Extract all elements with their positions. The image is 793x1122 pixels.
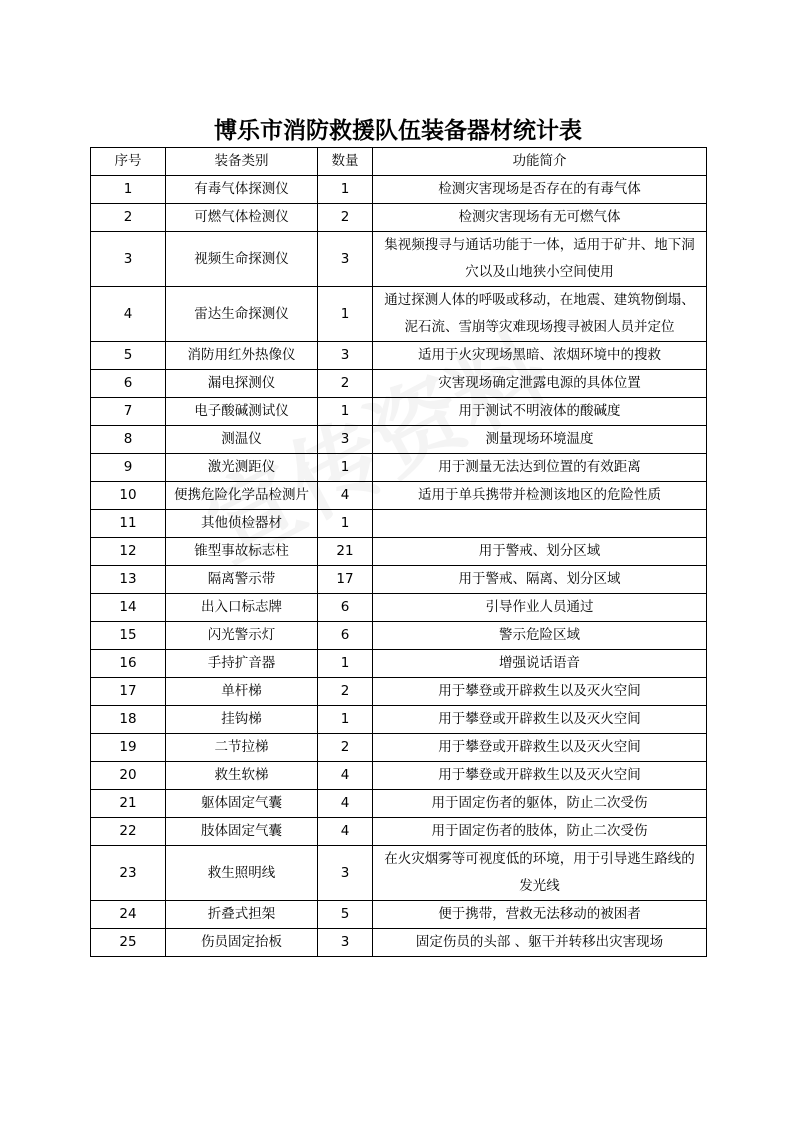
cell-category: 视频生命探测仪 <box>166 232 318 287</box>
cell-function: 集视频搜寻与通话功能于一体，适用于矿井、地下洞穴以及山地狭小空间使用 <box>373 232 707 287</box>
cell-category: 伤员固定抬板 <box>166 929 318 957</box>
cell-index: 15 <box>91 622 166 650</box>
cell-index: 1 <box>91 176 166 204</box>
cell-function: 用于攀登或开辟救生以及灭火空间 <box>373 706 707 734</box>
cell-function: 固定伤员的头部 、躯干并转移出灾害现场 <box>373 929 707 957</box>
cell-quantity: 1 <box>318 706 373 734</box>
table-row <box>91 818 707 846</box>
cell-function: 通过探测人体的呼吸或移动，在地震、建筑物倒塌、泥石流、雪崩等灾难现场搜寻被困人员并定位 <box>373 287 707 342</box>
cell-quantity: 3 <box>318 929 373 957</box>
cell-category: 肢体固定气囊 <box>166 818 318 846</box>
cell-function: 增强说话语音 <box>373 650 707 678</box>
cell-quantity: 1 <box>318 176 373 204</box>
cell-category: 消防用红外热像仪 <box>166 342 318 370</box>
cell-quantity: 3 <box>318 426 373 454</box>
header-category: 装备类别 <box>166 148 318 176</box>
cell-quantity: 4 <box>318 818 373 846</box>
cell-function: 灾害现场确定泄露电源的具体位置 <box>373 370 707 398</box>
table-row <box>91 706 707 734</box>
cell-quantity: 1 <box>318 287 373 342</box>
cell-quantity: 2 <box>318 370 373 398</box>
cell-category: 其他侦检器材 <box>166 510 318 538</box>
cell-category: 挂钩梯 <box>166 706 318 734</box>
cell-index: 4 <box>91 287 166 342</box>
cell-index: 7 <box>91 398 166 426</box>
cell-function <box>373 510 707 538</box>
cell-function: 在火灾烟雾等可视度低的环境，用于引导逃生路线的发光线 <box>373 846 707 901</box>
cell-function: 适用于单兵携带并检测该地区的危险性质 <box>373 482 707 510</box>
document-title: 博乐市消防救援队伍装备器材统计表 <box>214 118 582 144</box>
cell-function: 引导作业人员通过 <box>373 594 707 622</box>
table-row <box>91 176 707 204</box>
cell-function: 警示危险区域 <box>373 622 707 650</box>
header-quantity: 数量 <box>318 148 373 176</box>
cell-index: 11 <box>91 510 166 538</box>
cell-index: 13 <box>91 566 166 594</box>
cell-quantity: 5 <box>318 901 373 929</box>
cell-index: 16 <box>91 650 166 678</box>
table-header-row <box>91 148 707 176</box>
table-row <box>91 846 707 901</box>
header-function: 功能简介 <box>373 148 707 176</box>
table-row <box>91 901 707 929</box>
cell-category: 有毒气体探测仪 <box>166 176 318 204</box>
cell-category: 可燃气体检测仪 <box>166 204 318 232</box>
cell-category: 锥型事故标志柱 <box>166 538 318 566</box>
cell-index: 21 <box>91 790 166 818</box>
cell-quantity: 1 <box>318 454 373 482</box>
cell-function: 用于固定伤者的肢体，防止二次受伤 <box>373 818 707 846</box>
table-row <box>91 678 707 706</box>
table-row <box>91 510 707 538</box>
table-row <box>91 398 707 426</box>
equipment-table <box>90 147 707 957</box>
table-row <box>91 538 707 566</box>
cell-function: 适用于火灾现场黑暗、浓烟环境中的搜救 <box>373 342 707 370</box>
cell-index: 20 <box>91 762 166 790</box>
cell-index: 19 <box>91 734 166 762</box>
cell-index: 25 <box>91 929 166 957</box>
cell-function: 用于测试不明液体的酸碱度 <box>373 398 707 426</box>
cell-index: 12 <box>91 538 166 566</box>
table-row <box>91 790 707 818</box>
cell-category: 漏电探测仪 <box>166 370 318 398</box>
cell-category: 便携危险化学品检测片 <box>166 482 318 510</box>
cell-category: 救生照明线 <box>166 846 318 901</box>
table-row <box>91 762 707 790</box>
cell-index: 10 <box>91 482 166 510</box>
cell-quantity: 2 <box>318 204 373 232</box>
cell-category: 救生软梯 <box>166 762 318 790</box>
cell-category: 手持扩音器 <box>166 650 318 678</box>
cell-quantity: 3 <box>318 232 373 287</box>
cell-index: 14 <box>91 594 166 622</box>
cell-category: 出入口标志牌 <box>166 594 318 622</box>
cell-function: 检测灾害现场有无可燃气体 <box>373 204 707 232</box>
cell-index: 23 <box>91 846 166 901</box>
cell-category: 隔离警示带 <box>166 566 318 594</box>
cell-quantity: 2 <box>318 734 373 762</box>
cell-category: 激光测距仪 <box>166 454 318 482</box>
table-row <box>91 622 707 650</box>
cell-quantity: 1 <box>318 398 373 426</box>
cell-function: 用于固定伤者的躯体，防止二次受伤 <box>373 790 707 818</box>
cell-index: 8 <box>91 426 166 454</box>
cell-category: 单杆梯 <box>166 678 318 706</box>
cell-index: 2 <box>91 204 166 232</box>
cell-quantity: 1 <box>318 650 373 678</box>
cell-quantity: 4 <box>318 762 373 790</box>
cell-index: 22 <box>91 818 166 846</box>
cell-quantity: 1 <box>318 510 373 538</box>
table-row <box>91 204 707 232</box>
cell-category: 折叠式担架 <box>166 901 318 929</box>
cell-index: 5 <box>91 342 166 370</box>
cell-quantity: 6 <box>318 594 373 622</box>
header-index: 序号 <box>91 148 166 176</box>
cell-function: 用于攀登或开辟救生以及灭火空间 <box>373 734 707 762</box>
cell-function: 用于攀登或开辟救生以及灭火空间 <box>373 678 707 706</box>
cell-category: 电子酸碱测试仪 <box>166 398 318 426</box>
cell-quantity: 4 <box>318 790 373 818</box>
table-row <box>91 232 707 287</box>
table-row <box>91 734 707 762</box>
cell-function: 便于携带，营救无法移动的被困者 <box>373 901 707 929</box>
table-row <box>91 342 707 370</box>
cell-quantity: 3 <box>318 342 373 370</box>
table-row <box>91 482 707 510</box>
cell-quantity: 17 <box>318 566 373 594</box>
cell-function: 用于警戒、隔离、划分区域 <box>373 566 707 594</box>
cell-quantity: 2 <box>318 678 373 706</box>
cell-category: 雷达生命探测仪 <box>166 287 318 342</box>
cell-index: 24 <box>91 901 166 929</box>
cell-category: 躯体固定气囊 <box>166 790 318 818</box>
cell-index: 9 <box>91 454 166 482</box>
cell-function: 用于警戒、划分区域 <box>373 538 707 566</box>
cell-index: 17 <box>91 678 166 706</box>
cell-function: 用于攀登或开辟救生以及灭火空间 <box>373 762 707 790</box>
cell-function: 测量现场环境温度 <box>373 426 707 454</box>
cell-category: 二节拉梯 <box>166 734 318 762</box>
cell-category: 测温仪 <box>166 426 318 454</box>
cell-quantity: 3 <box>318 846 373 901</box>
cell-index: 3 <box>91 232 166 287</box>
cell-index: 18 <box>91 706 166 734</box>
table-row <box>91 426 707 454</box>
cell-quantity: 4 <box>318 482 373 510</box>
table-row <box>91 594 707 622</box>
table-row <box>91 650 707 678</box>
table-body <box>91 176 707 957</box>
cell-category: 闪光警示灯 <box>166 622 318 650</box>
table-row <box>91 929 707 957</box>
cell-quantity: 6 <box>318 622 373 650</box>
cell-index: 6 <box>91 370 166 398</box>
cell-function: 用于测量无法达到位置的有效距离 <box>373 454 707 482</box>
cell-quantity: 21 <box>318 538 373 566</box>
table-row <box>91 370 707 398</box>
table-row <box>91 566 707 594</box>
cell-function: 检测灾害现场是否存在的有毒气体 <box>373 176 707 204</box>
table-row <box>91 454 707 482</box>
table-row <box>91 287 707 342</box>
